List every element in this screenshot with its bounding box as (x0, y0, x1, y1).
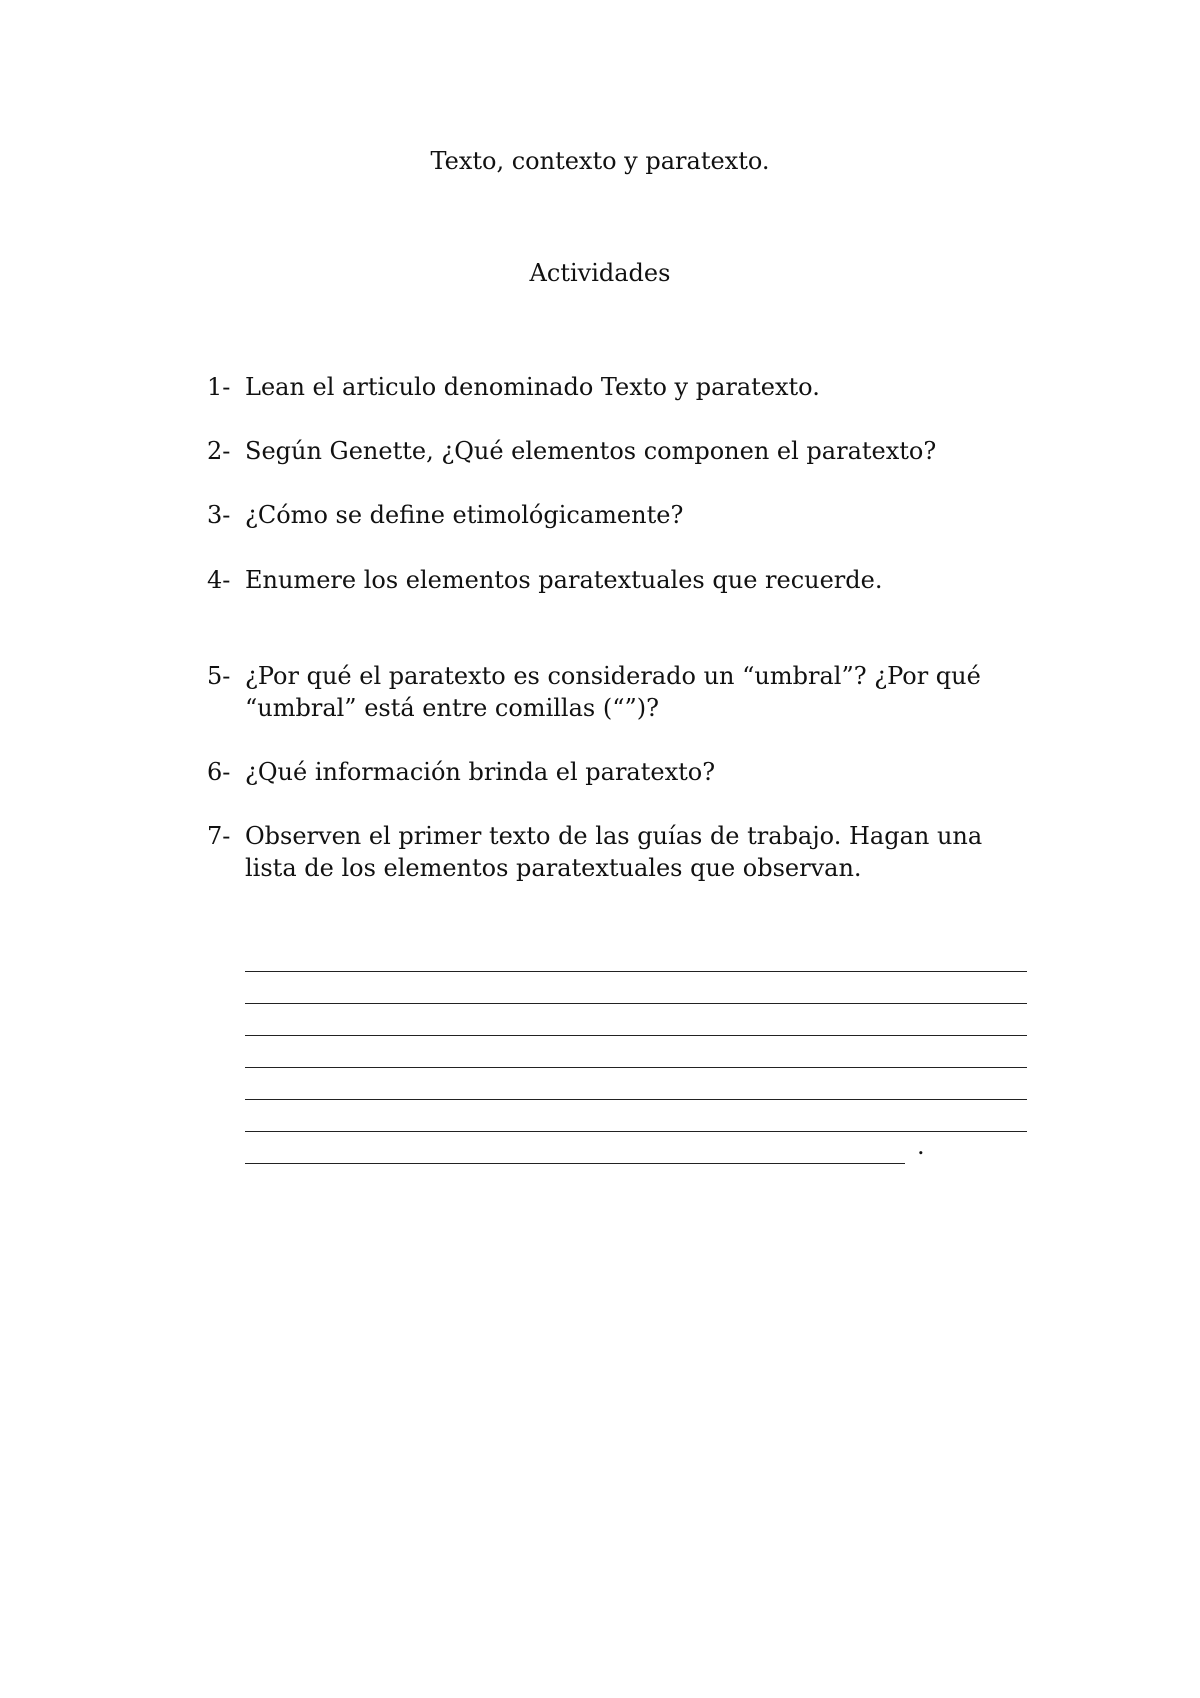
answer-end-mark: . (917, 1132, 925, 1160)
answer-line (245, 972, 1027, 1004)
activity-text-continued: “umbral” está entre comillas (“”)? (245, 694, 659, 722)
answer-line (245, 1100, 1027, 1132)
document-subtitle: Actividades (529, 259, 671, 287)
activity-text: Según Genette, ¿Qué elementos componen el paratexto? (245, 437, 937, 465)
activity-text: ¿Por qué el paratexto es considerado un “umbral”? ¿Por qué (245, 662, 981, 690)
activity-text: Observen el primer texto de las guías de trabajo. Hagan una (245, 822, 983, 850)
activity-item-3 (207, 499, 1027, 531)
activity-item-6 (207, 756, 1027, 788)
activity-item-2 (207, 435, 1027, 467)
activity-number: 3- (207, 501, 231, 529)
activity-text: ¿Qué información brinda el paratexto? (245, 758, 716, 786)
activity-text: ¿Cómo se define etimológicamente? (245, 501, 684, 529)
document-title: Texto, contexto y paratexto. (430, 147, 770, 175)
activity-number: 7- (207, 822, 231, 850)
answer-line (245, 1004, 1027, 1036)
activity-number: 1- (207, 373, 231, 401)
answer-line (245, 1132, 905, 1164)
answer-line (245, 1068, 1027, 1100)
activity-text: Lean el articulo denominado Texto y paratexto. (245, 373, 820, 401)
activity-item-5 (207, 660, 1027, 724)
activity-number: 5- (207, 662, 231, 690)
activity-number: 6- (207, 758, 231, 786)
activity-text-continued: lista de los elementos paratextuales que observan. (245, 854, 862, 882)
activity-number: 4- (207, 566, 231, 594)
answer-line (245, 940, 1027, 972)
answer-lines (245, 940, 1027, 1164)
activity-item-7 (207, 820, 1027, 884)
activity-item-4 (207, 564, 1027, 596)
activity-text: Enumere los elementos paratextuales que recuerde. (245, 566, 883, 594)
activity-item-1 (207, 371, 1027, 403)
activity-number: 2- (207, 437, 231, 465)
answer-line (245, 1036, 1027, 1068)
